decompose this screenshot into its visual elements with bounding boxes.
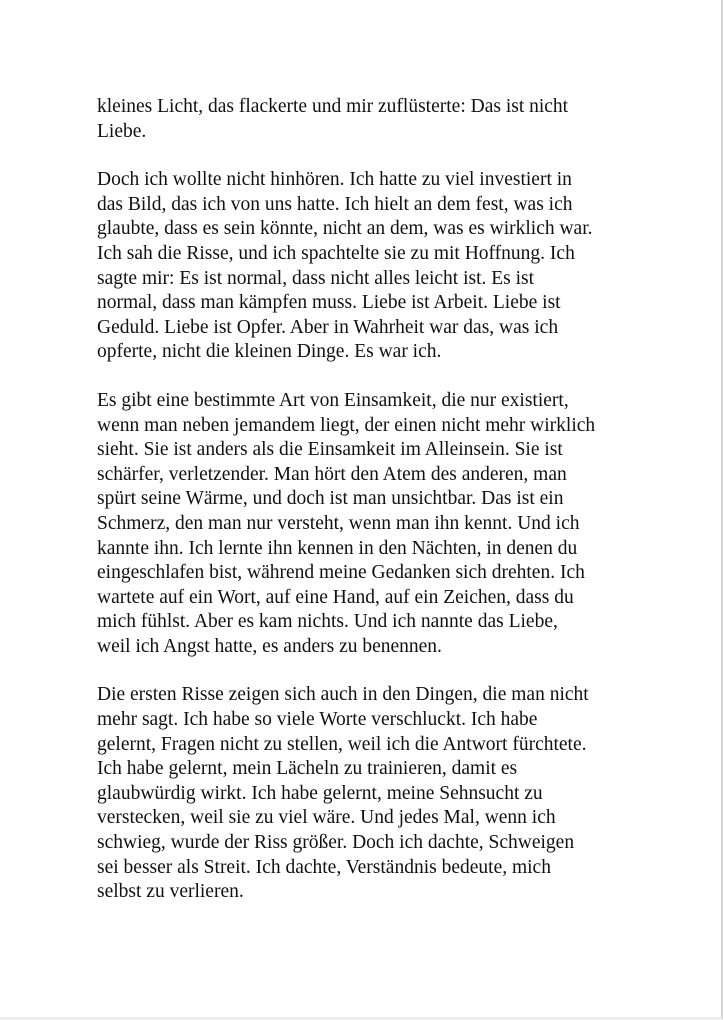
- text-line: kleines Licht, das flackerte und mir zuflüsterte: Das ist nicht: [97, 96, 569, 117]
- text-line: Ich sah die Risse, und ich spachtelte sie zu mit Hoffnung. Ich: [97, 242, 575, 264]
- text-line: Schmerz, den man nur versteht, wenn man ihn kennt. Und ich: [97, 512, 580, 534]
- text-line: das Bild, das ich von uns hatte. Ich hielt an dem fest, was ich: [97, 193, 573, 215]
- paragraph-4: [97, 683, 627, 904]
- text-line: eingeschlafen bist, während meine Gedanken sich drehten. Ich: [97, 562, 585, 584]
- text-line: Die ersten Risse zeigen sich auch in den Dingen, die man nicht: [97, 684, 589, 706]
- text-line: Liebe.: [97, 120, 147, 142]
- text-line: sei besser als Streit. Ich dachte, Verständnis bedeute, mich: [97, 856, 551, 878]
- text-line: sieht. Sie ist anders als die Einsamkeit im Alleinsein. Sie ist: [97, 439, 563, 461]
- text-line: mich fühlst. Aber es kam nichts. Und ich nannte das Liebe,: [97, 611, 558, 633]
- paragraph-2: [97, 168, 627, 365]
- text-line: opferte, nicht die kleinen Dinge. Es war ich.: [97, 341, 442, 363]
- text-line: gelernt, Fragen nicht zu stellen, weil ich die Antwort fürchtete.: [97, 733, 587, 755]
- text-line: wenn man neben jemandem liegt, der einen nicht mehr wirklich: [97, 414, 596, 436]
- document-body: [97, 95, 627, 929]
- text-line: sagte mir: Es ist normal, dass nicht alles leicht ist. Es ist: [97, 267, 535, 289]
- text-line: glaubwürdig wirkt. Ich habe gelernt, meine Sehnsucht zu: [97, 782, 543, 804]
- text-line: Es gibt eine bestimmte Art von Einsamkeit, die nur existiert,: [97, 389, 569, 411]
- text-line: Doch ich wollte nicht hinhören. Ich hatte zu viel investiert in: [97, 169, 572, 191]
- text-line: spürt seine Wärme, und doch ist man unsichtbar. Das ist ein: [97, 488, 564, 510]
- text-line: weil ich Angst hatte, es anders zu benennen.: [97, 635, 442, 657]
- text-line: Ich habe gelernt, mein Lächeln zu trainieren, damit es: [97, 758, 518, 780]
- text-line: kannte ihn. Ich lernte ihn kennen in den Nächten, in denen du: [97, 537, 578, 559]
- text-line: schwieg, wurde der Riss größer. Doch ich dachte, Schweigen: [97, 832, 575, 854]
- paragraph-1: [97, 95, 627, 144]
- text-line: normal, dass man kämpfen muss. Liebe ist Arbeit. Liebe ist: [97, 292, 561, 314]
- paragraph-3: [97, 389, 627, 660]
- text-line: verstecken, weil sie zu viel wäre. Und jedes Mal, wenn ich: [97, 807, 556, 829]
- text-line: wartete auf ein Wort, auf eine Hand, auf ein Zeichen, dass du: [97, 586, 574, 608]
- text-line: selbst zu verlieren.: [97, 881, 244, 903]
- text-line: mehr sagt. Ich habe so viele Worte verschluckt. Ich habe: [97, 709, 538, 731]
- text-line: Geduld. Liebe ist Opfer. Aber in Wahrheit war das, was ich: [97, 316, 559, 338]
- text-line: glaubte, dass es sein könnte, nicht an dem, was es wirklich war.: [97, 218, 593, 240]
- text-line: schärfer, verletzender. Man hört den Atem des anderen, man: [97, 463, 567, 485]
